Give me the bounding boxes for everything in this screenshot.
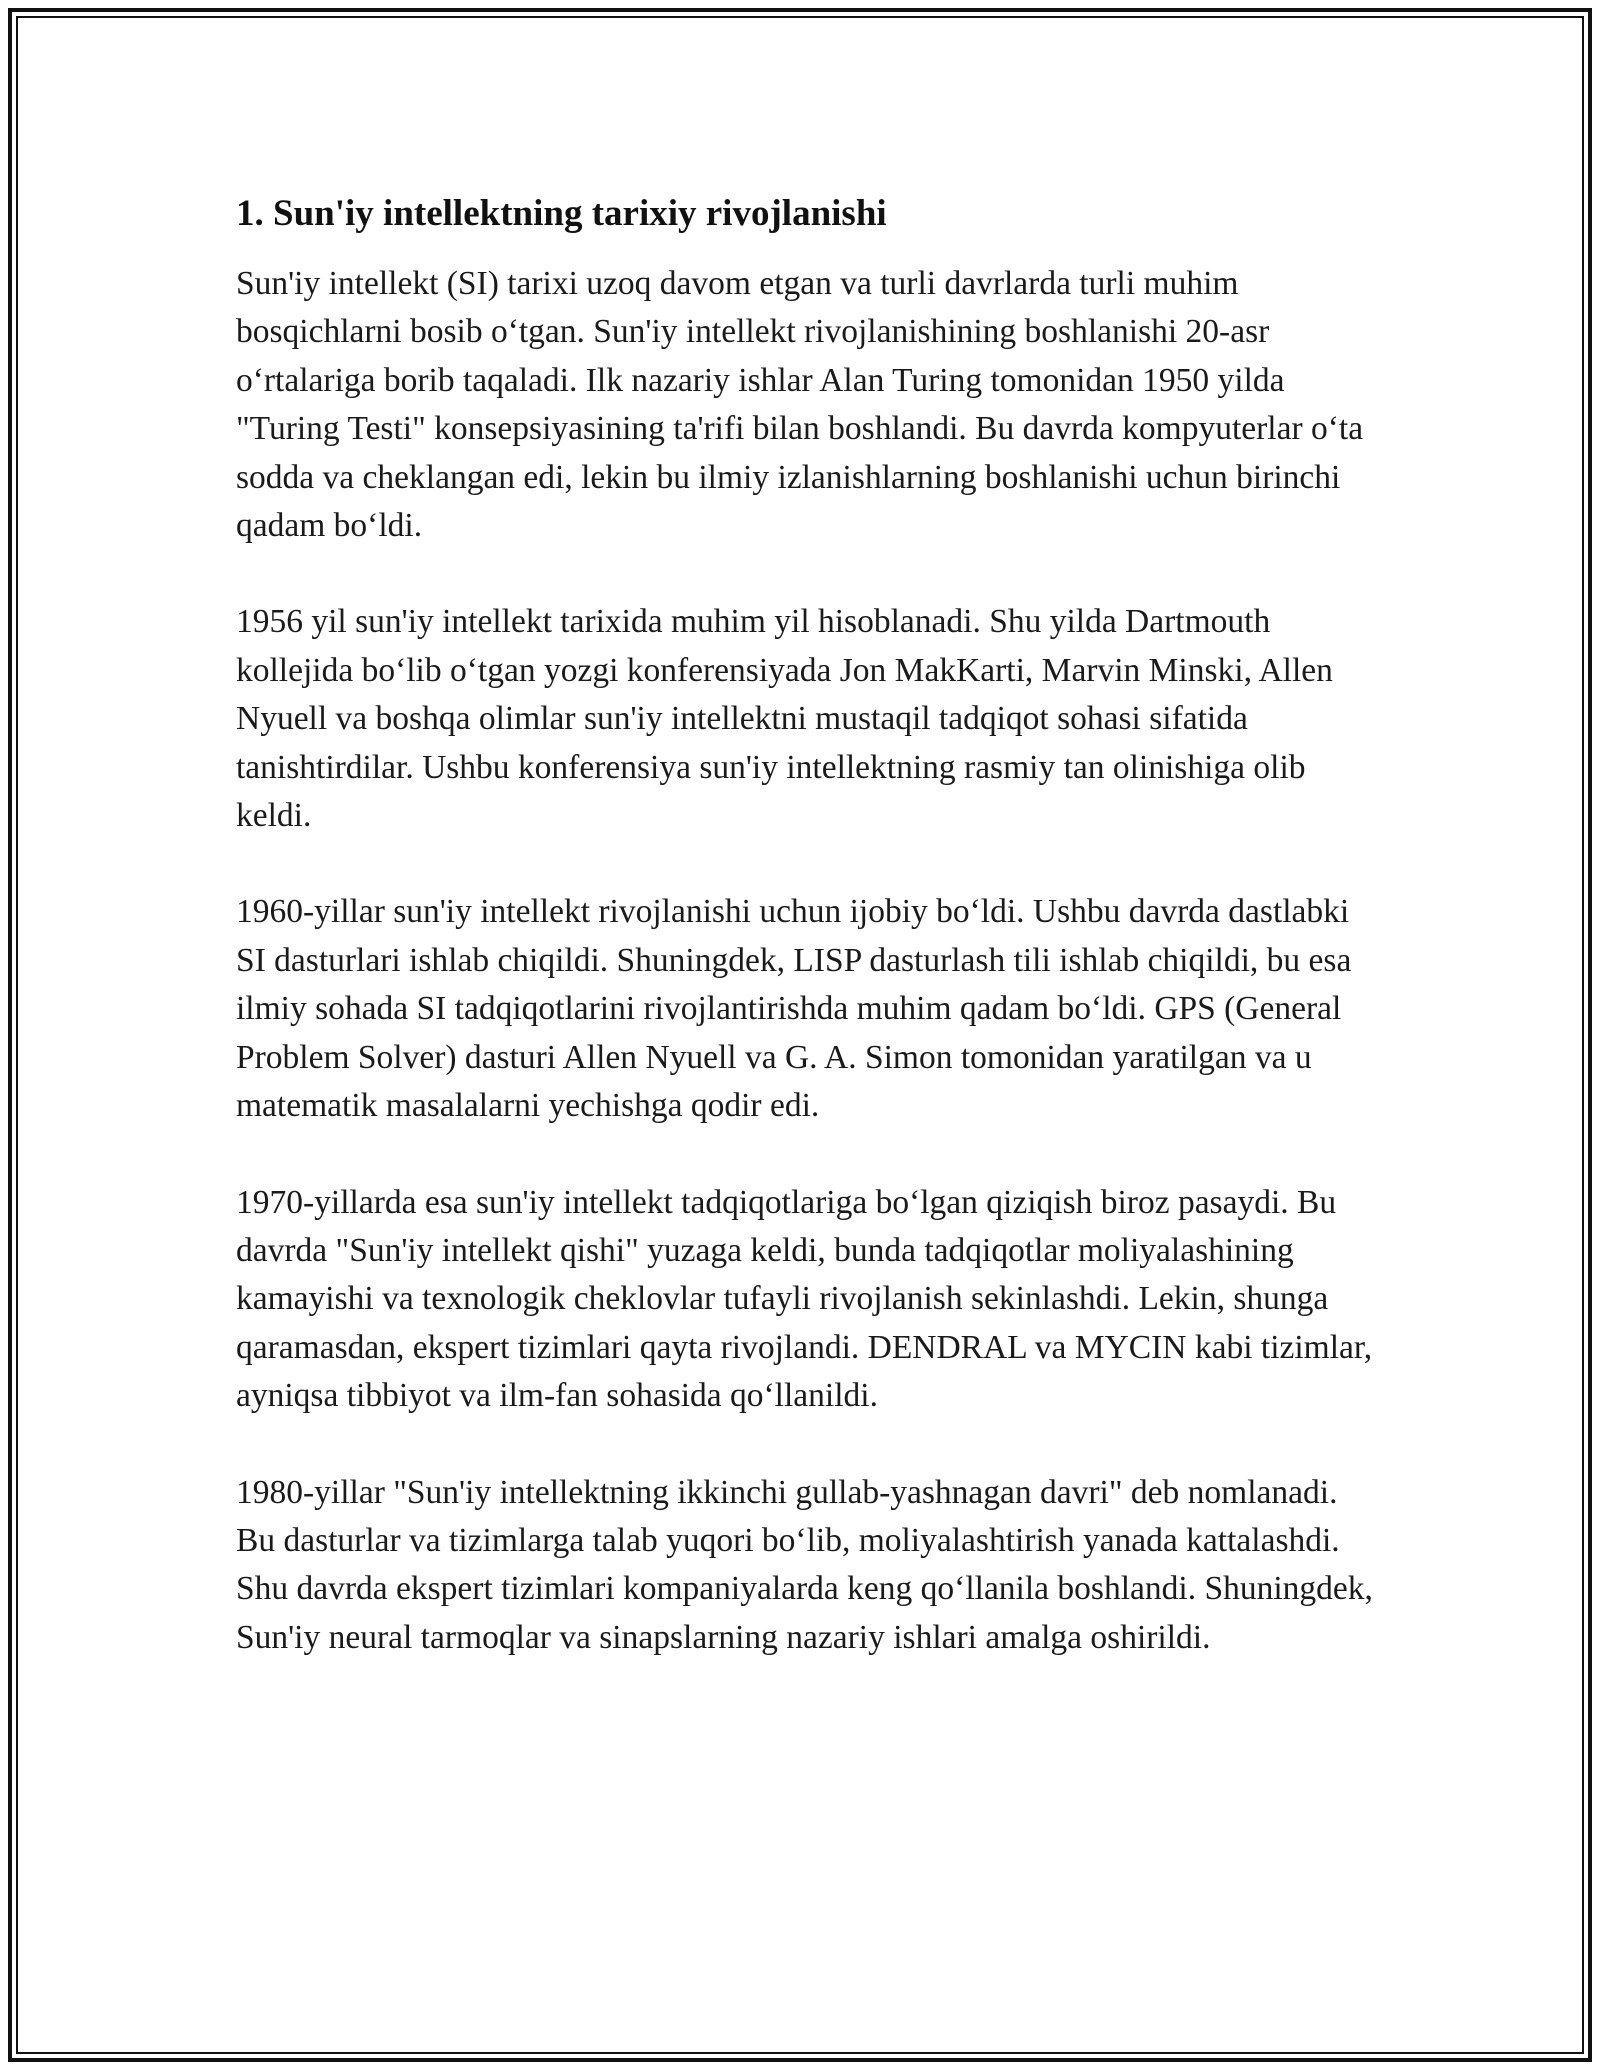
document-body — [236, 186, 1376, 1662]
paragraph-3: 1960-yillar sun'iy intellekt rivojlanishi uchun ijobiy bo‘ldi. Ushbu davrda dastlabki SI dasturlari ishlab chiqildi. Shuningdek, LISP dasturlash tili ishlab chiqildi, bu esa ilmiy sohada SI tadqiqotlarini rivojlantirishda muhim qadam bo‘ldi. GPS (General Problem Solver) dasturi Allen Nyuell va G. A. Simon tomonidan yaratilgan va u matematik masalalarni yechishga qodir edi. — [236, 893, 1352, 1125]
paragraph-4: 1970-yillarda esa sun'iy intellekt tadqiqotlariga bo‘lgan qiziqish biroz pasaydi. Bu davrda "Sun'iy intellekt qishi" yuzaga keldi, bunda tadqiqotlar moliyalashining kamayishi va texnologik cheklovlar tufayli rivojlanish sekinlashdi. Lekin, shunga qaramasdan, ekspert tizimlari qayta rivojlandi. DENDRAL va MYCIN kabi tizimlar, ayniqsa tibbiyot va ilm-fan sohasida qo‘llanildi. — [236, 1183, 1373, 1415]
paragraph-5: 1980-yillar "Sun'iy intellektning ikkinchi gullab-yashnagan davri" deb nomlanadi. Bu dasturlar va tizimlarga talab yuqori bo‘lib, moliyalashtirish yanada kattalashdi. Shu davrda ekspert tizimlari kompaniyalarda keng qo‘llanila boshlandi. Shuningdek, Sun'iy neural tarmoqlar va sinapslarning nazariy ishlari amalga oshirildi. — [236, 1473, 1373, 1656]
paragraph-2: 1956 yil sun'iy intellekt tarixida muhim yil hisoblanadi. Shu yilda Dartmouth kollejida bo‘lib o‘tgan yozgi konferensiyada Jon MakKarti, Marvin Minski, Allen Nyuell va boshqa olimlar sun'iy intellektni mustaqil tadqiqot sohasi sifatida tanishtirdilar. Ushbu konferensiya sun'iy intellektning rasmiy tan olinishiga olib keldi. — [236, 603, 1333, 835]
section-heading: 1. Sun'iy intellektning tarixiy rivojlanishi — [236, 193, 887, 234]
paragraph-1: Sun'iy intellekt (SI) tarixi uzoq davom etgan va turli davrlarda turli muhim bosqichlarni bosib o‘tgan. Sun'iy intellekt rivojlanishining boshlanishi 20-asr o‘rtalariga borib taqaladi. Ilk nazariy ishlar Alan Turing tomonidan 1950 yilda "Turing Testi" konsepsiyasining ta'rifi bilan boshlandi. Bu davrda kompyuterlar o‘ta sodda va cheklangan edi, lekin bu ilmiy izlanishlarning boshlanishi uchun birinchi qadam bo‘ldi. — [236, 265, 1364, 545]
